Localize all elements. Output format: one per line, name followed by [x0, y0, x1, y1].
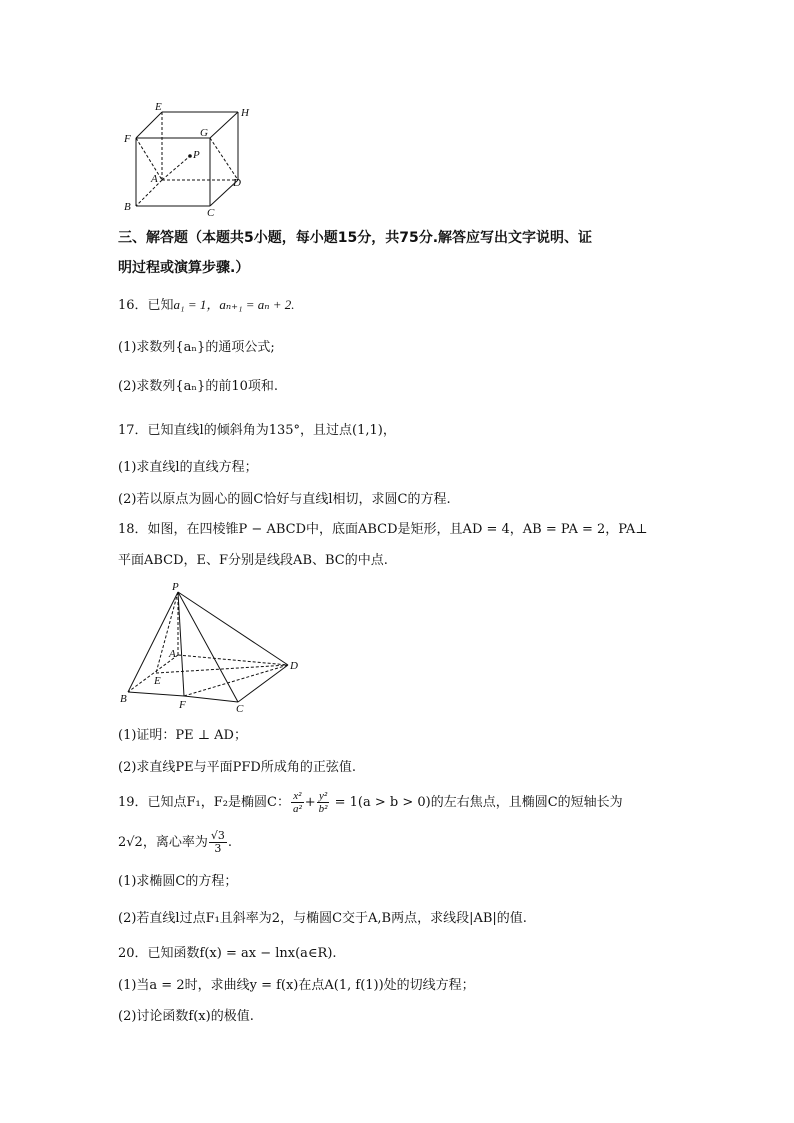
pyramid-label-F: F: [179, 699, 186, 711]
q16-part2: (2)求数列{aₙ}的前10项和.: [118, 379, 279, 394]
q19-three: 3: [214, 842, 222, 855]
cube-label-C: C: [207, 207, 215, 218]
q16-part1: (1)求数列{aₙ}的通项公式;: [118, 340, 275, 355]
q16-stem: [118, 296, 295, 315]
pyramid-label-P: P: [172, 581, 179, 593]
q17-stem: 17．已知直线l的倾斜角为135°，且过点(1,1)，: [118, 423, 396, 438]
pyramid-label-B: B: [120, 693, 127, 705]
q16-cond2: aₙ₊₁ = aₙ + 2.: [219, 297, 295, 312]
q18-stem-line1: 18．如图，在四棱锥P − ABCD中，底面ABCD是矩形，且AD = 4，AB = PA = 2，PA⊥: [118, 522, 648, 537]
section-heading-line2: 明过程或演算步骤.）: [118, 260, 250, 276]
q19-frac-e: [209, 830, 227, 855]
cube-label-D: D: [233, 177, 241, 189]
cube-label-H: H: [241, 107, 249, 119]
q19-line2-b: .: [227, 835, 232, 850]
q19-line2-a: 2√2，离心率为: [118, 835, 208, 850]
section-heading-line1: 三、解答题（本题共5小题，每小题15分，共75分.解答应写出文字说明、证: [118, 230, 593, 246]
q18-part2: (2)求直线PE与平面PFD所成角的正弦值.: [118, 760, 356, 775]
q19-stem-line2: [118, 828, 232, 858]
q16-cond1: a₁ = 1，: [173, 297, 220, 312]
cube-label-G: G: [200, 127, 208, 139]
q19-frac-x: [291, 790, 304, 815]
cube-label-P: P: [193, 149, 200, 161]
q19-sqrt3: √3: [210, 829, 225, 842]
q18-stem-line2: 平面ABCD，E、F分别是线段AB、BC的中点.: [118, 553, 388, 568]
pyramid-label-C: C: [236, 703, 244, 715]
cube-label-E: E: [155, 101, 162, 113]
pyramid-label-A: A: [169, 648, 176, 660]
cube-label-B: B: [124, 201, 131, 213]
pyramid-label-E: E: [154, 675, 161, 687]
q16-number: 16．已知: [118, 298, 174, 313]
pyramid-figure: [118, 580, 308, 715]
q18-part1: (1)证明：PE ⊥ AD；: [118, 728, 247, 743]
q19-b2: b²: [318, 803, 328, 815]
q19-frac-y: [317, 790, 330, 815]
q20-part1: (1)当a = 2时，求曲线y = f(x)在点A(1, f(1))处的切线方程；: [118, 978, 475, 993]
q19-part2: (2)若直线l过点F₁且斜率为2，与椭圆C交于A,B两点，求线段|AB|的值.: [118, 911, 527, 926]
q19-stem-line1: 19．已知点F₁，F₂是椭圆C： $\frac{\text{x²}}{\text{a²}}$ + $\frac{\text{y²}}{\text{b²}}$ = 1(a > b > 0)的左右焦点，且椭圆C的短轴长为: [118, 790, 623, 815]
cube-figure: [118, 100, 258, 218]
cube-label-F: F: [124, 133, 131, 145]
q20-part2: (2)讨论函数f(x)的极值.: [118, 1009, 254, 1024]
q20-stem: 20．已知函数f(x) = ax − lnx(a∈R).: [118, 946, 337, 961]
q19-stem-a: 19．已知点F₁，F₂是椭圆C：: [118, 795, 290, 810]
cube-label-A: A: [151, 173, 158, 185]
q17-part1: (1)求直线l的直线方程；: [118, 460, 258, 475]
q19-y2: y²: [317, 790, 330, 803]
q19-part1: (1)求椭圆C的方程；: [118, 874, 238, 889]
q17-part2: (2)若以原点为圆心的圆C恰好与直线l相切，求圆C的方程.: [118, 492, 451, 507]
q19-x2: x²: [291, 790, 304, 803]
pyramid-label-D: D: [290, 660, 298, 672]
q19-stem-b: = 1(a > b > 0)的左右焦点，且椭圆C的短轴长为: [330, 795, 623, 810]
q19-a2: a²: [292, 803, 302, 815]
